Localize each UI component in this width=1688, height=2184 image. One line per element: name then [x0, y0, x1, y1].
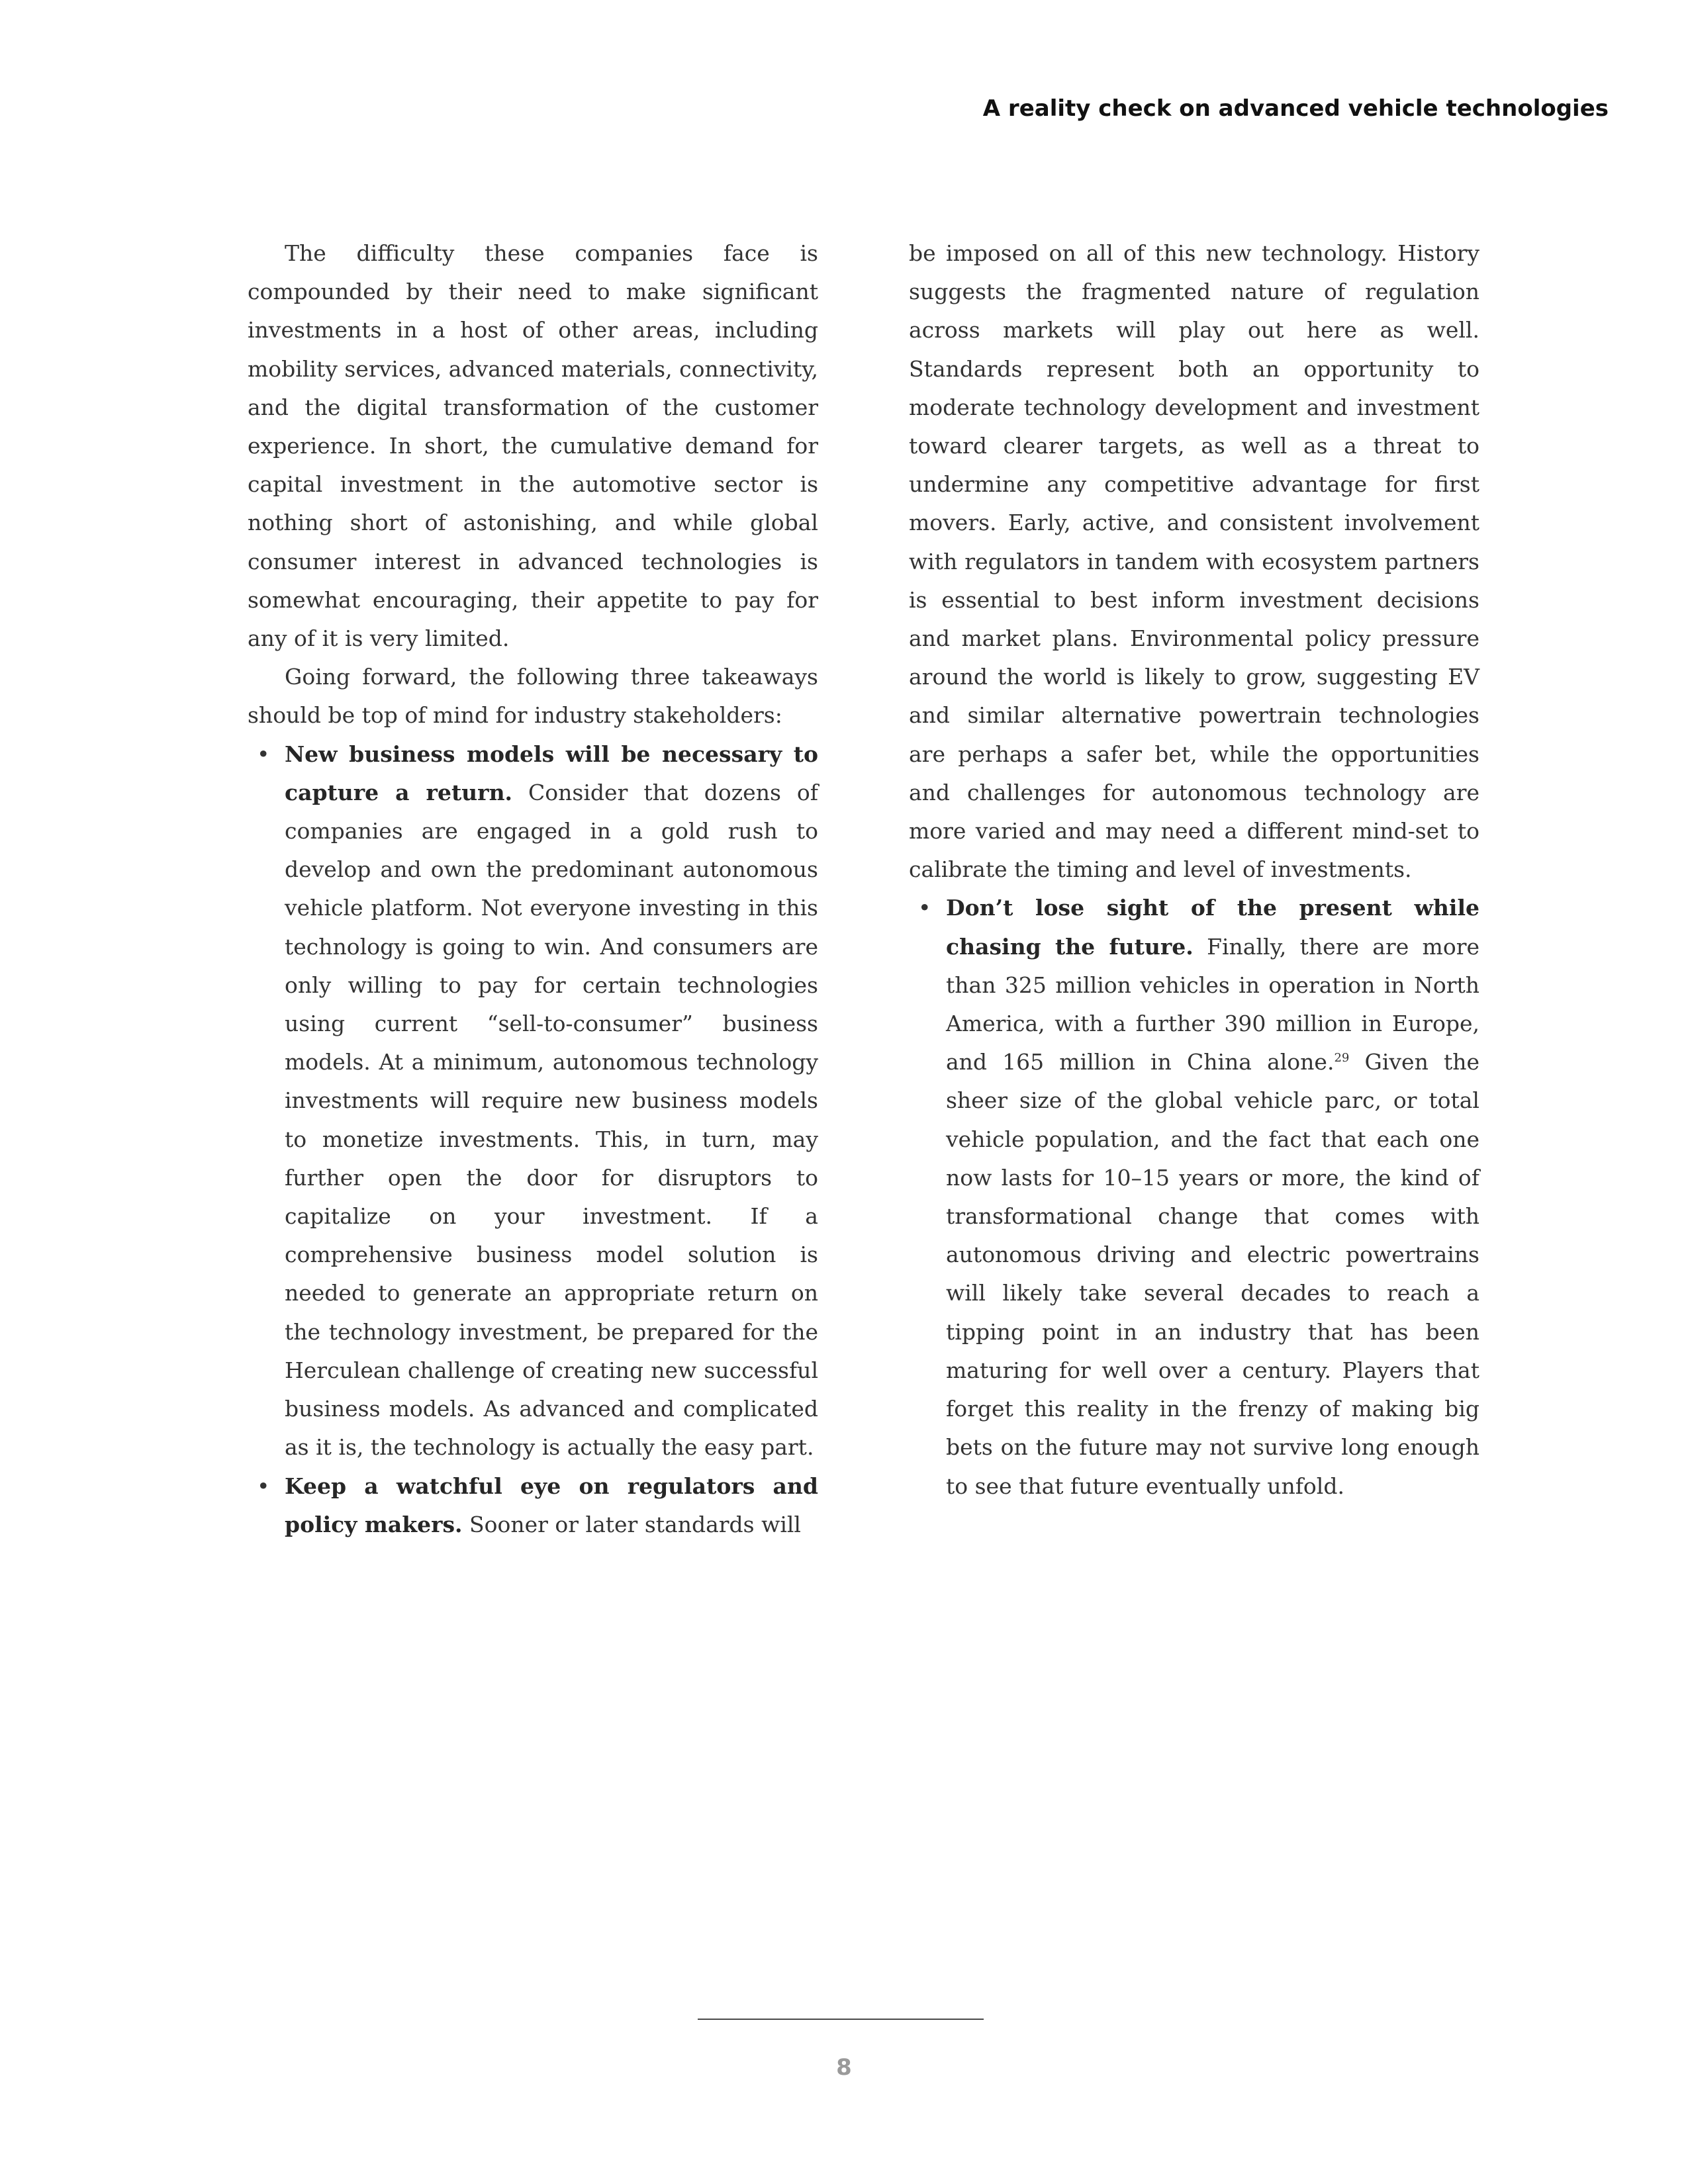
- bullet-marker: •: [257, 741, 270, 767]
- takeaways-list-right: [909, 889, 1479, 1505]
- body-paragraph-capital-demand: The difficulty these companies face is compounded by their need to make significant investments in a host of other areas, including mobility services, advanced materials, connectivity, and the digital transformation of the customer experience. In short, the cumulative demand for capital investment in the automotive sector is nothing short of astonishing, and while global consumer interest in advanced technologies is somewhat encouraging, their appetite to pay for any of it is very limited.: [248, 240, 818, 652]
- bullet-marker: •: [918, 895, 931, 921]
- takeaway-body-present-part2: Given the sheer size of the global vehicle parc, or total vehicle population, and the fact that each one now lasts for 10–15 years or more, the kind of transformational change that comes with autonomous driving and electric powertrains will likely take several decades to reach a tipping point in an industry that has been maturing for well over a century. Players that forget this reality in the frenzy of making big bets on the future may not survive long enough to see that future eventually unfold.: [946, 1049, 1479, 1499]
- takeaway-present-vs-future: [909, 889, 1479, 1505]
- takeaway-body-regulators-continued: be imposed on all of this new technology. History suggests the fragmented nature of regulation across markets will play out here as well. Standards represent both an opportunity to moderate technology development and investment toward clearer targets, as well as a threat to undermine any competitive advantage for first movers. Early, active, and consistent involvement with regulators in tandem with ecosystem partners is essential to best inform investment decisions and market plans. Environmental policy pressure around the world is likely to grow, suggesting EV and similar alternative powertrain technologies are perhaps a safer bet, while the opportunities and challenges for autonomous technology are more varied and may need a different mind-set to calibrate the timing and level of investments.: [909, 240, 1479, 883]
- takeaway-regulators: [248, 1467, 818, 1544]
- footnote-reference[interactable]: 29: [1334, 1051, 1350, 1066]
- takeaway-body-present-part1: Finally, there are more than 325 million vehicles in operation in North America, with a further 390 million in Europe, and 165 million in China alone.: [946, 933, 1479, 1075]
- takeaways-list-left: [248, 735, 818, 1544]
- takeaway-body-business-models: Consider that dozens of companies are engaged in a gold rush to develop and own the predominant autonomous vehicle platform. Not everyone investing in this technology is going to win. And consumers are only willing to pay for certain technologies using current “sell-to-consumer” business models. At a minimum, autonomous technology investments will require new business models to monetize investments. This, in turn, may further open the door for disruptors to capitalize on your investment. If a comprehensive business model solution is needed to generate an appropriate return on the technology investment, be prepared for the Herculean challenge of creating new successful business models. As advanced and complicated as it is, the technology is actually the easy part.: [285, 779, 818, 1461]
- takeaway-lead-regulators: Keep a watchful eye on regulators and policy makers.: [285, 1473, 818, 1537]
- takeaway-lead-present: Don’t lose sight of the present while chasing the future.: [946, 895, 1479, 960]
- left-text-column: [248, 234, 818, 1544]
- bullet-marker: •: [257, 1473, 270, 1499]
- footer-divider: [698, 2019, 984, 2020]
- takeaway-body-regulators-start: Sooner or later standards will: [462, 1511, 801, 1537]
- page-number: 8: [836, 2054, 852, 2081]
- running-header-title: A reality check on advanced vehicle technologies: [982, 95, 1609, 122]
- right-text-column: [909, 234, 1479, 1506]
- takeaway-lead-business-models: New business models will be necessary to capture a return.: [285, 741, 818, 805]
- body-paragraph-takeaways-intro: Going forward, the following three takeaways should be top of mind for industry stakeholders:: [248, 664, 818, 729]
- takeaway-business-models: [248, 735, 818, 1467]
